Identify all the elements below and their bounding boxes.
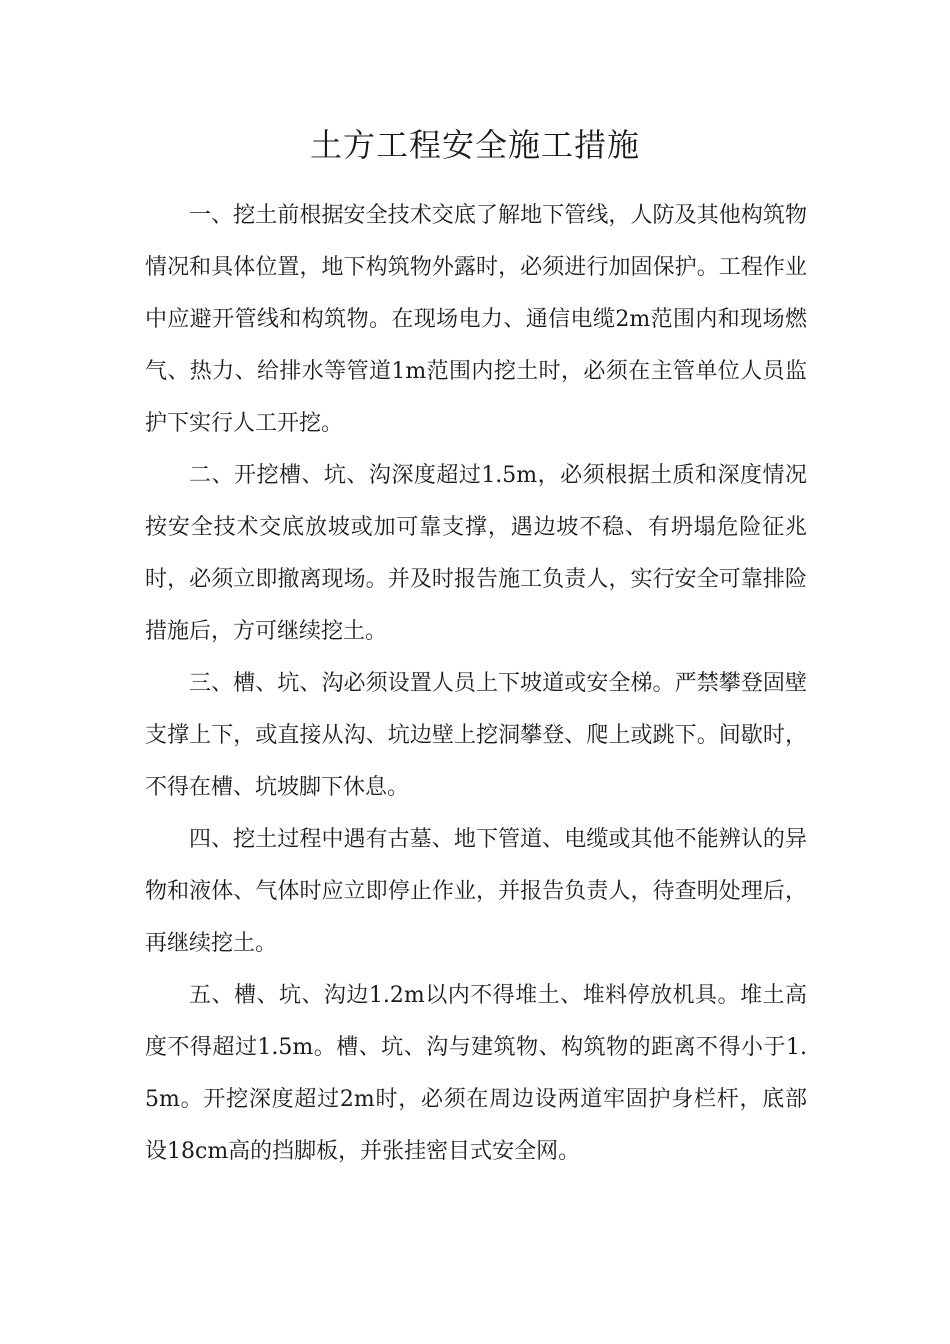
document-title: 土方工程安全施工措施 bbox=[309, 126, 640, 164]
paragraph-1: 一、挖土前根据安全技术交底了解地下管线，人防及其他构筑物情况和具体位置，地下构筑物外露时，必须进行加固保护。工程作业中应避开管线和构筑物。在现场电力、通信电缆2m范围内和现场燃气、热力、给排水等管道1m范围内挖土时，必须在主管单位人员监护下实行人工开挖。 bbox=[145, 203, 807, 436]
paragraph-2: 二、开挖槽、坑、沟深度超过1.5m，必须根据土质和深度情况按安全技术交底放坡或加可靠支撑，遇边坡不稳、有坍塌危险征兆时，必须立即撤离现场。并及时报告施工负责人，实行安全可靠排险措施后，方可继续挖土。 bbox=[145, 463, 807, 644]
paragraph-4: 四、挖土过程中遇有古墓、地下管道、电缆或其他不能辨认的异物和液体、气体时应立即停止作业，并报告负责人，待查明处理后，再继续挖土。 bbox=[145, 827, 807, 956]
document-body bbox=[145, 190, 807, 1178]
paragraph-3: 三、槽、坑、沟必须设置人员上下坡道或安全梯。严禁攀登固壁支撑上下，或直接从沟、坑边壁上挖洞攀登、爬上或跳下。间歇时，不得在槽、坑坡脚下休息。 bbox=[145, 671, 807, 800]
paragraph-5: 五、槽、坑、沟边1.2m以内不得堆土、堆料停放机具。堆土高度不得超过1.5m。槽、坑、沟与建筑物、构筑物的距离不得小于1.5m。开挖深度超过2m时，必须在周边设两道牢固护身栏杆，底部设18cm高的挡脚板，并张挂密目式安全网。 bbox=[145, 983, 807, 1164]
